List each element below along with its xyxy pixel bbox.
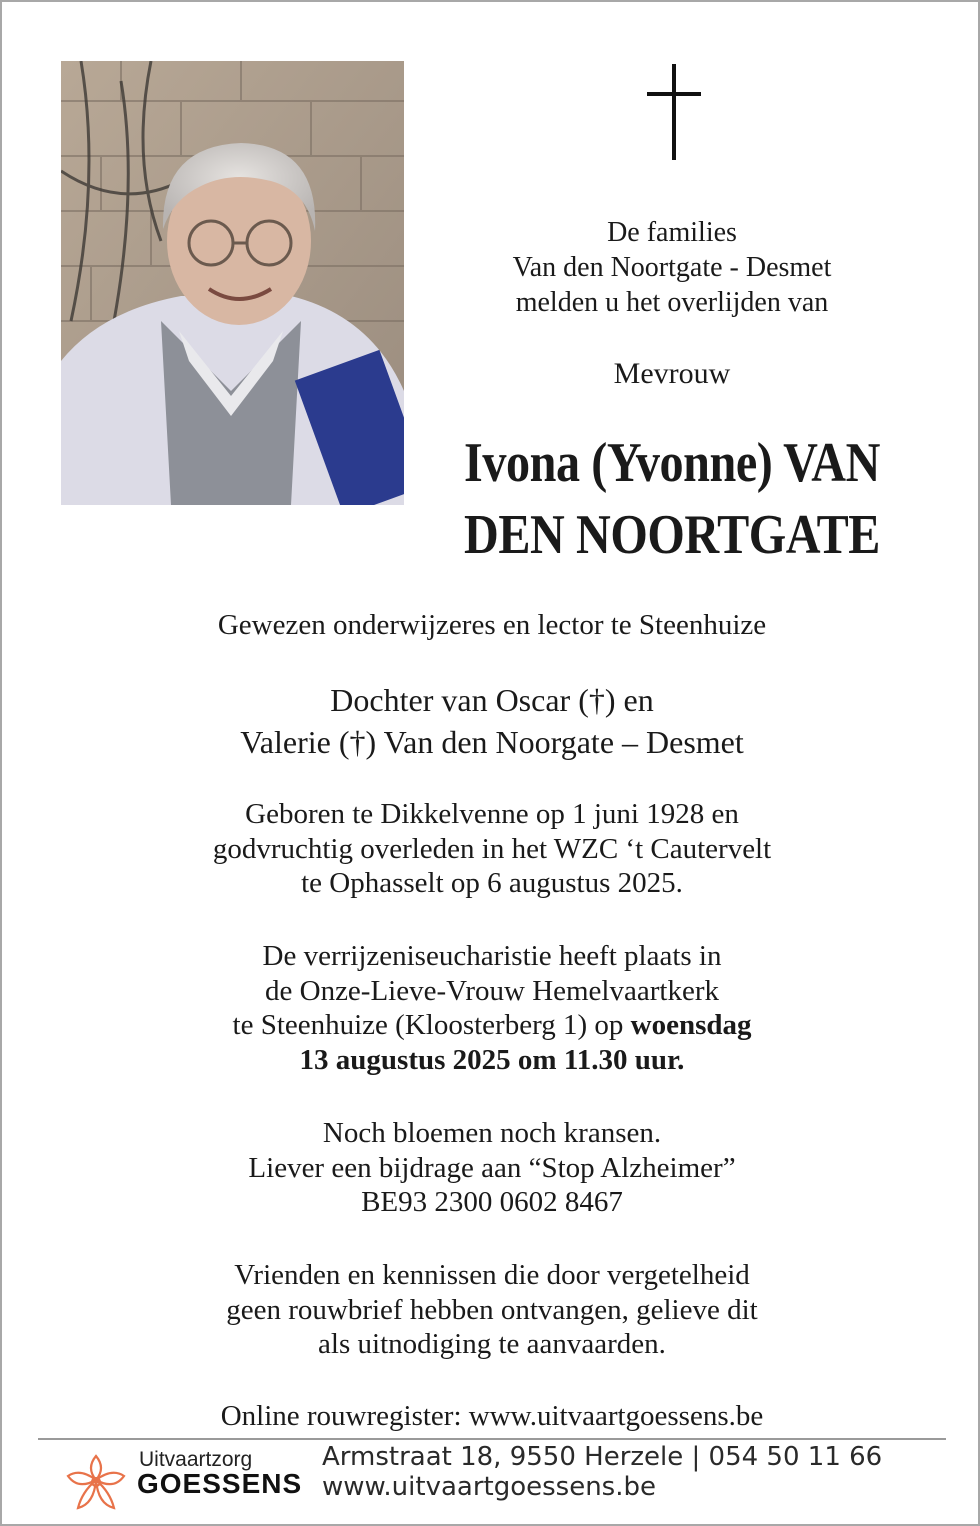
birth-death-block (42, 797, 942, 901)
flowers-line: Noch bloemen noch kransen. (322, 1117, 662, 1149)
bank-account: BE93 2300 0602 8467 (361, 1186, 623, 1218)
intro-line: melden u het overlijden van (515, 287, 829, 318)
parents-line: Dochter van Oscar (†) en (330, 682, 654, 718)
contact-address: Armstraat 18, 9550 Herzele | 054 50 11 66 (322, 1442, 883, 1472)
mass-location: te Steenhuize (Kloosterberg 1) op (232, 1009, 631, 1041)
footer-divider (38, 1438, 946, 1440)
name-line: DEN NOORTGATE (464, 504, 880, 566)
funeral-mass-block (42, 939, 942, 1077)
mass-line (42, 1008, 942, 1043)
occupation-text: Gewezen onderwijzeres en lector te Steenhuize (217, 609, 767, 641)
online-register-text: Online rouwregister: www.uitvaartgoessens.be (220, 1400, 764, 1432)
parents-block (42, 679, 942, 763)
cross-icon (643, 64, 705, 160)
mass-line: de Onze-Lieve-Vrouw Hemelvaartkerk (265, 974, 719, 1007)
mass-day: woensdag (630, 1009, 752, 1041)
name-line: Ivona (Yvonne) VAN (464, 432, 880, 494)
honorific: Mevrouw (613, 357, 731, 390)
friends-line: als uitnodiging te aanvaarden. (318, 1328, 666, 1360)
born-line: godvruchtig overleden in het WZC ‘t Cautervelt (212, 832, 772, 865)
born-line: te Ophasselt op 6 augustus 2025. (301, 867, 683, 899)
mass-line: De verrijzeniseucharistie heeft plaats in (262, 940, 722, 972)
donation-block (42, 1116, 942, 1220)
contact-website[interactable]: www.uitvaartgoessens.be (322, 1472, 656, 1502)
intro-line: De families (607, 217, 737, 248)
mass-date-time: 13 augustus 2025 om 11.30 uur. (299, 1043, 685, 1076)
portrait-illustration (61, 61, 404, 505)
announcement-intro (442, 215, 902, 320)
born-line: Geboren te Dikkelvenne op 1 juni 1928 en (245, 798, 739, 830)
friends-line: geen rouwbrief hebben ontvangen, gelieve dit (226, 1293, 758, 1326)
occupation (42, 608, 942, 643)
parents-line: Valerie (†) Van den Noorgate – Desmet (240, 724, 744, 760)
funeral-home-contact (322, 1442, 882, 1502)
intro-line: Van den Noortgate - Desmet (512, 252, 832, 283)
invitation-block (42, 1258, 942, 1362)
online-register (42, 1399, 942, 1434)
friends-line: Vrienden en kennissen die door vergetelheid (234, 1259, 750, 1291)
deceased-name (450, 427, 894, 571)
flowers-line: Liever een bijdrage aan “Stop Alzheimer” (248, 1151, 736, 1184)
brand-subtitle: Uitvaartzorg (139, 1448, 253, 1471)
portrait-photo (61, 61, 404, 505)
orchid-logo-icon (60, 1446, 132, 1518)
brand-name: GOESSENS (137, 1468, 303, 1499)
